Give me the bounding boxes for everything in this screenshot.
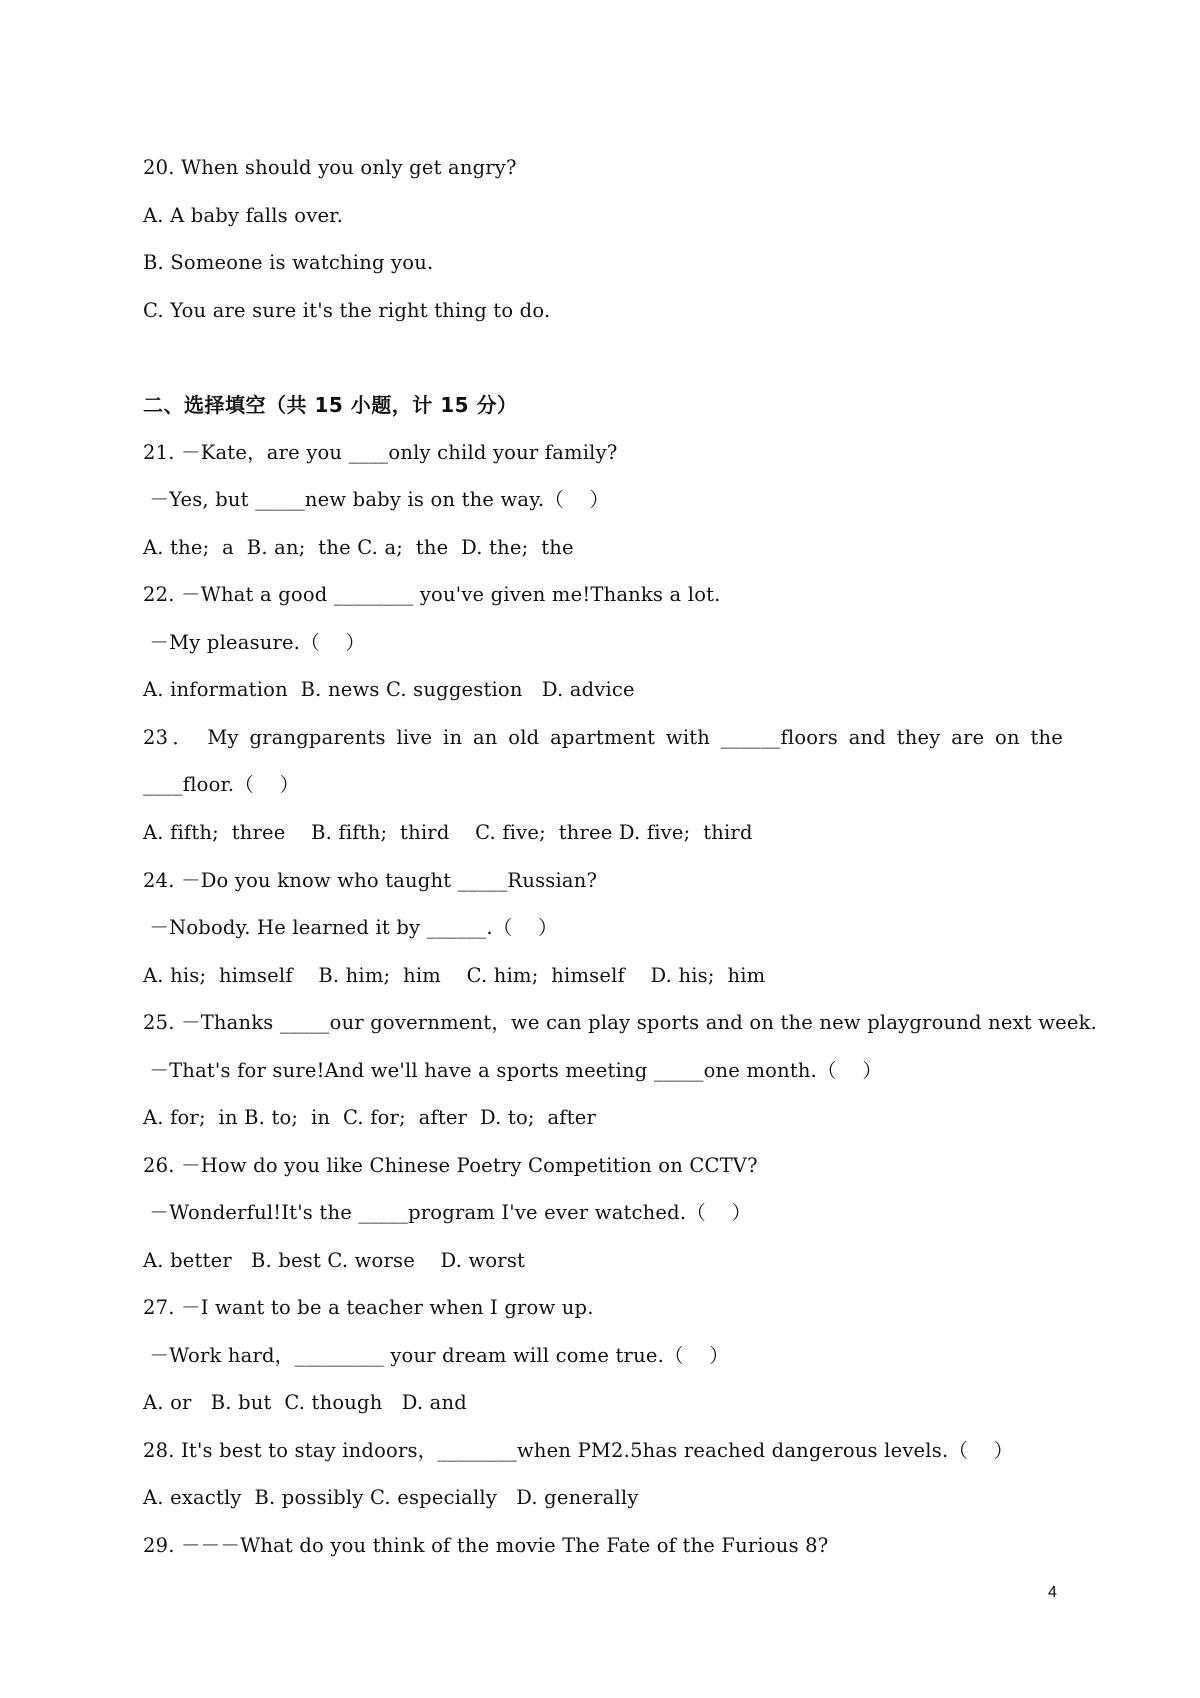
question-20-option-b: B. Someone is watching you. — [143, 251, 434, 274]
question-23-stem-continued: ____floor.（ ） — [143, 773, 300, 796]
question-20-option-c: C. You are sure it's the right thing to do. — [143, 299, 551, 322]
question-27-stem: 27. －I want to be a teacher when I grow up. — [143, 1296, 594, 1319]
question-22-options: A. information B. news C. suggestion D. advice — [143, 678, 635, 701]
question-22-stem: 22. －What a good ________ you've given me!Thanks a lot. — [143, 583, 721, 606]
question-23-stem: 23． My grangparents live in an old apartment with ______floors and they are on the — [143, 726, 1063, 749]
question-22-reply: －My pleasure.（ ） — [143, 631, 366, 654]
question-25-options: A. for; in B. to; in C. for; after D. to; after — [143, 1106, 597, 1129]
question-21-options: A. the; a B. an; the C. a; the D. the; the — [143, 536, 574, 559]
question-27-reply: －Work hard，_________ your dream will come true.（ ） — [143, 1344, 729, 1367]
question-20-stem: 20. When should you only get angry? — [143, 156, 517, 179]
question-24-stem: 24. －Do you know who taught _____Russian? — [143, 869, 598, 892]
question-20-option-a: A. A baby falls over. — [143, 204, 343, 227]
question-25-reply: －That's for sure!And we'll have a sports meeting _____one month.（ ） — [143, 1059, 883, 1082]
question-26-stem: 26. －How do you like Chinese Poetry Competition on CCTV? — [143, 1154, 758, 1177]
question-21-stem: 21. －Kate，are you ____only child your family? — [143, 441, 618, 464]
question-28-stem: 28. It's best to stay indoors，________when PM2.5has reached dangerous levels.（ ） — [143, 1439, 1014, 1462]
question-29-stem: 29. －－－What do you think of the movie The Fate of the Furious 8? — [143, 1534, 829, 1557]
question-25-stem: 25. －Thanks _____our government，we can play sports and on the new playground next week. — [143, 1011, 1098, 1034]
question-24-options: A. his; himself B. him; him C. him; himself D. his; him — [143, 964, 766, 987]
question-23-options: A. fifth; three B. fifth; third C. five; three D. five; third — [143, 821, 753, 844]
page-number: 4 — [1048, 1584, 1057, 1601]
section-2-heading: 二、选择填空（共 15 小题，计 15 分） — [143, 393, 518, 417]
question-26-options: A. better B. best C. worse D. worst — [143, 1249, 526, 1272]
question-27-options: A. or B. but C. though D. and — [143, 1391, 467, 1414]
question-24-reply: －Nobody. He learned it by ______.（ ） — [143, 916, 558, 939]
question-26-reply: －Wonderful!It's the _____program I've ever watched.（ ） — [143, 1201, 752, 1224]
question-21-reply: －Yes, but _____new baby is on the way.（ ） — [143, 488, 610, 511]
question-28-options: A. exactly B. possibly C. especially D. generally — [143, 1486, 639, 1509]
